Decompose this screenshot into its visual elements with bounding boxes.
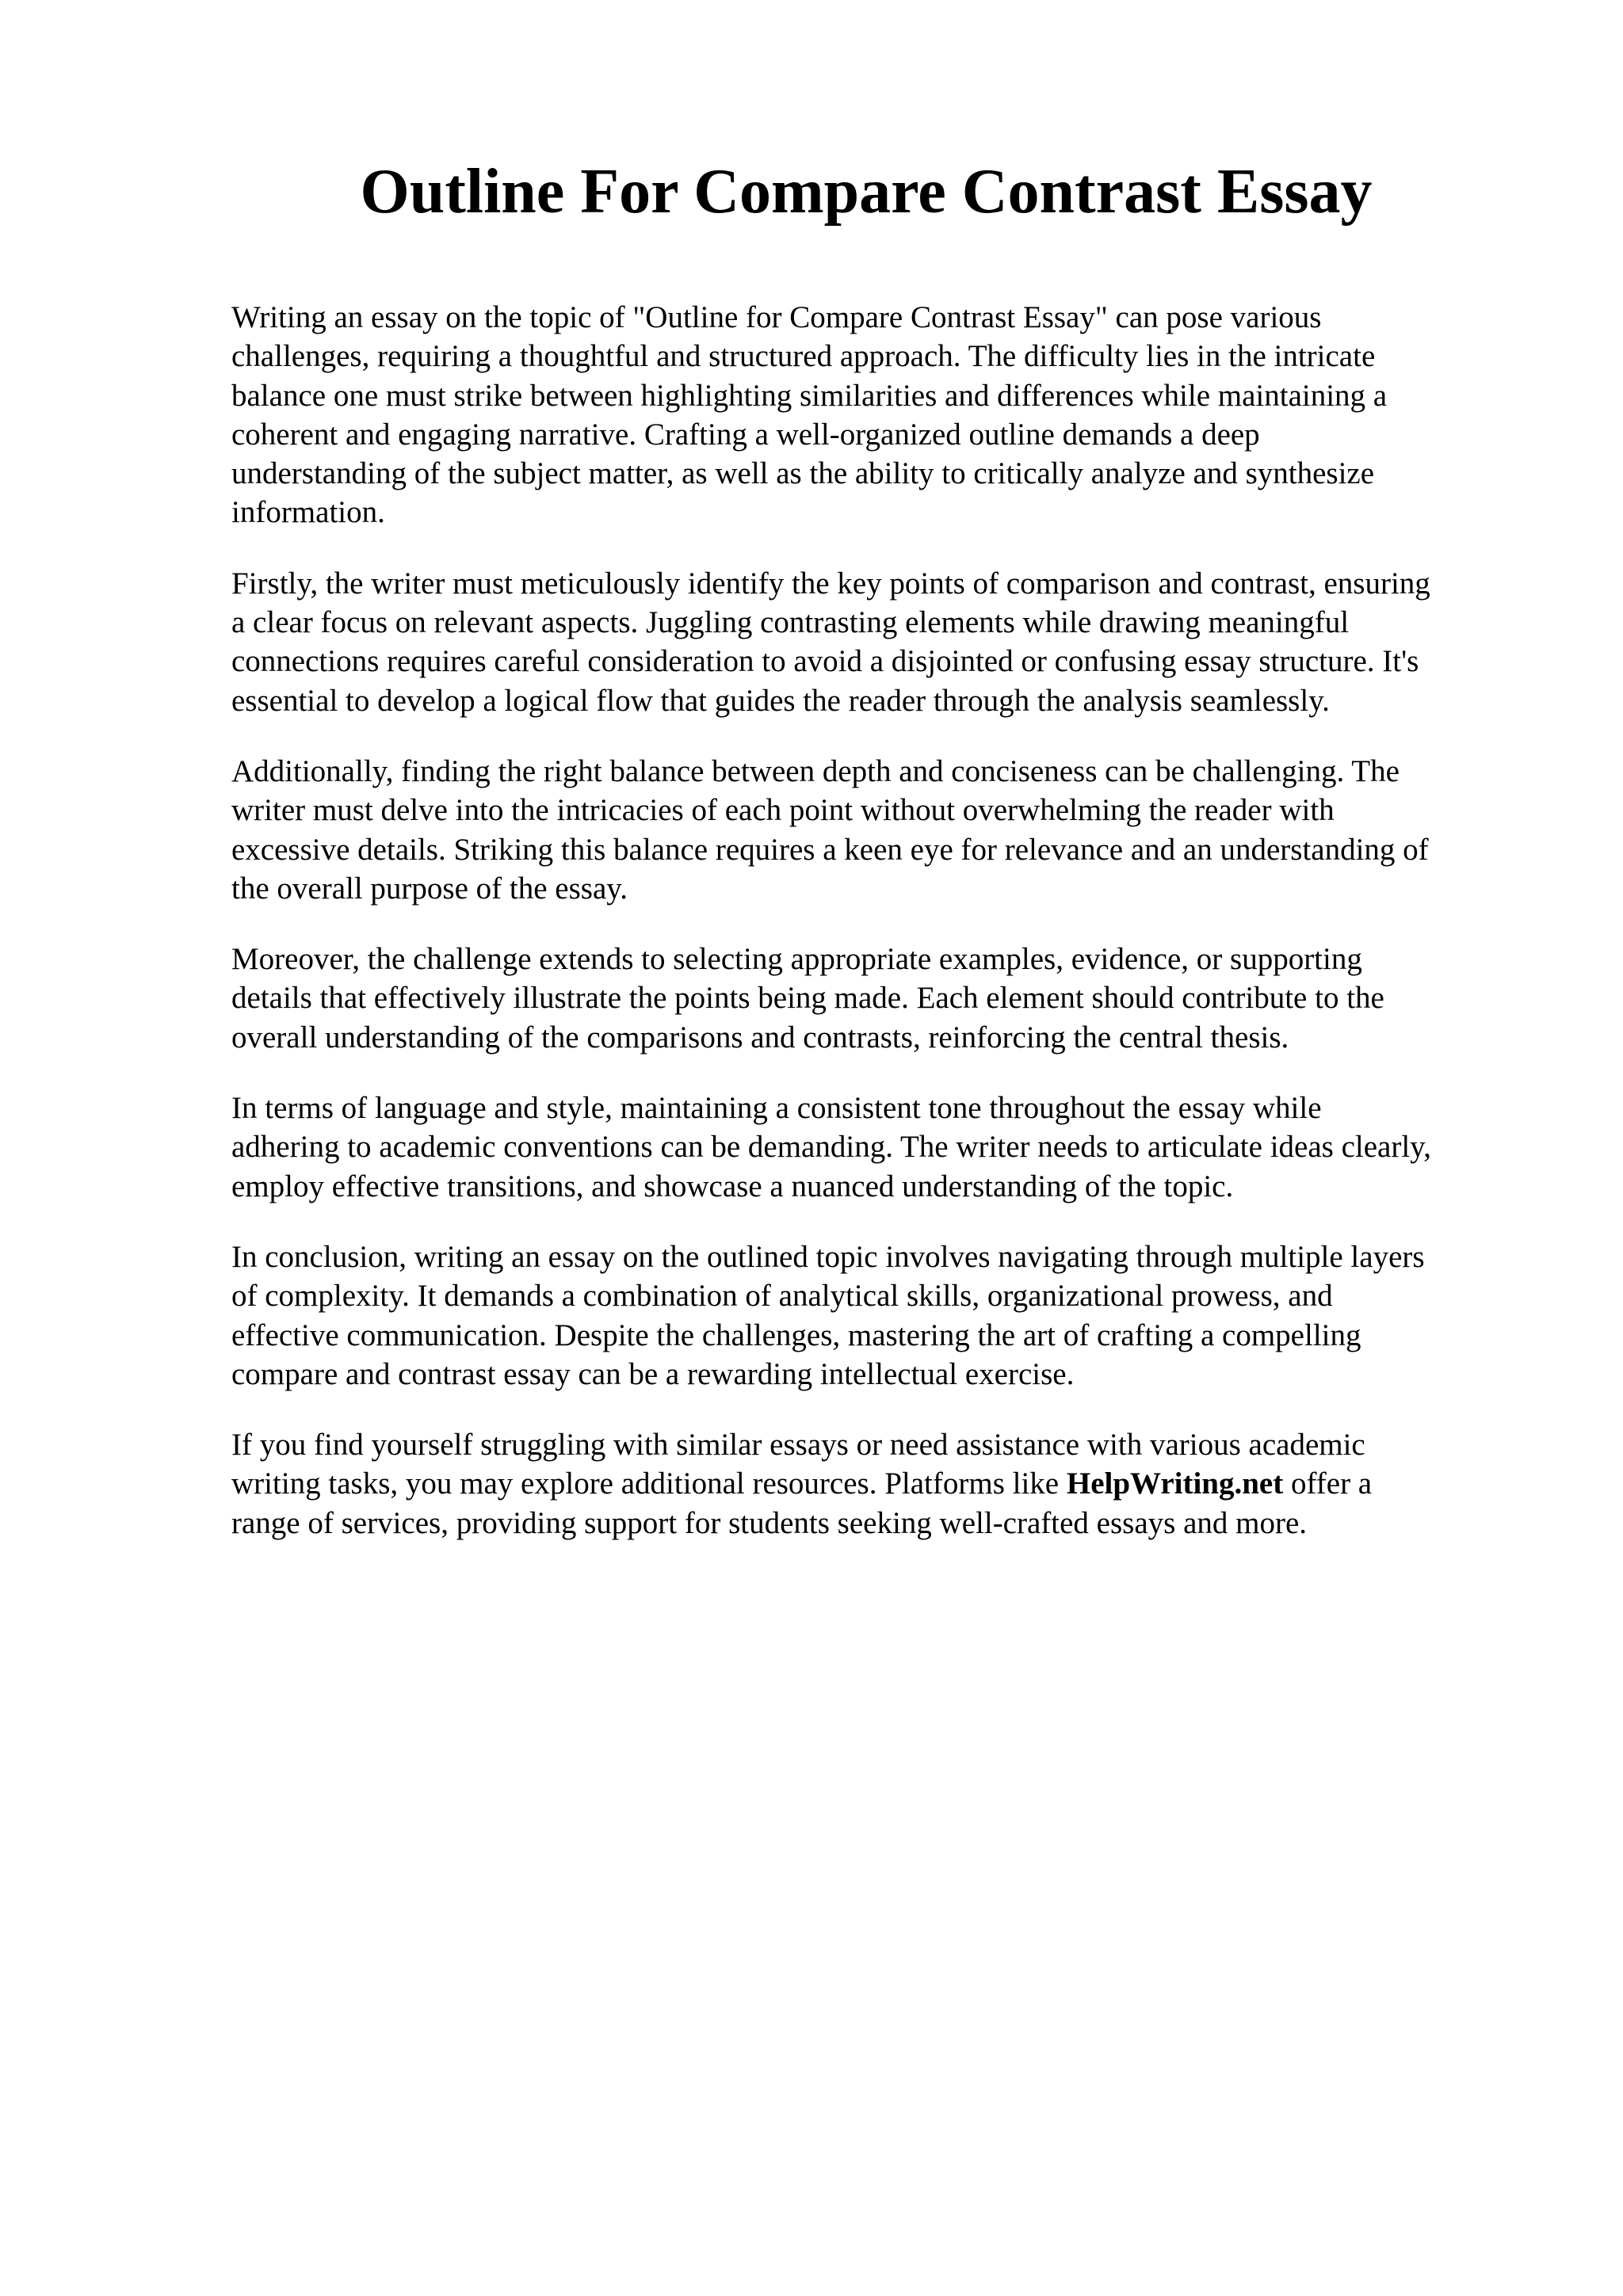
text-line: Firstly, the writer must meticulously identify the key points of comparison and contrast, ensuring <box>231 566 1430 601</box>
text-line: understanding of the subject matter, as well as the ability to critically analyze and synthesize <box>231 456 1375 491</box>
paragraph-moreover <box>231 940 1531 1057</box>
text-line: range of services, providing support for students seeking well-crafted essays and more. <box>231 1505 1308 1540</box>
text-line: adhering to academic conventions can be demanding. The writer needs to articulate ideas clearly, <box>231 1130 1431 1165</box>
text-line: compare and contrast essay can be a rewarding intellectual exercise. <box>231 1356 1075 1391</box>
paragraph-conclusion <box>231 1238 1531 1394</box>
paragraph-additionally <box>231 752 1531 908</box>
paragraph-language-style <box>231 1089 1531 1206</box>
text-line: details that effectively illustrate the points being made. Each element should contribute to the <box>231 981 1384 1016</box>
text-line: Writing an essay on the topic of "Outline for Compare Contrast Essay" can pose various <box>231 300 1322 334</box>
document-title: Outline For Compare Contrast Essay <box>360 157 1373 227</box>
text-line <box>231 1464 1531 1503</box>
text-line: If you find yourself struggling with similar essays or need assistance with various academic <box>231 1428 1365 1463</box>
text-line: writer must delve into the intricacies of each point without overwhelming the reader with <box>231 793 1335 828</box>
text-line: employ effective transitions, and showcase a nuanced understanding of the topic. <box>231 1169 1234 1203</box>
text-line: balance one must strike between highlighting similarities and differences while maintaining a <box>231 378 1388 413</box>
text-line: information. <box>231 495 385 530</box>
text-line: connections requires careful consideration to avoid a disjointed or confusing essay structure. It's <box>231 644 1419 679</box>
text-line: coherent and engaging narrative. Crafting a well-organized outline demands a deep <box>231 417 1260 452</box>
paragraph-closing <box>231 1425 1531 1543</box>
text-line: of complexity. It demands a combination of analytical skills, organizational prowess, and <box>231 1279 1333 1314</box>
paragraph-firstly <box>231 564 1531 720</box>
text-line: Moreover, the challenge extends to selecting appropriate examples, evidence, or supporting <box>231 942 1362 977</box>
helpwriting-brand-name: HelpWriting.net <box>1066 1466 1284 1501</box>
document-body <box>231 298 1531 1574</box>
text-line: essential to develop a logical flow that guides the reader through the analysis seamlessly. <box>231 683 1330 718</box>
text-line: excessive details. Striking this balance requires a keen eye for relevance and an understanding of <box>231 832 1429 867</box>
text-line: overall understanding of the comparisons and contrasts, reinforcing the central thesis. <box>231 1020 1289 1055</box>
paragraph-intro <box>231 298 1531 532</box>
text-line: In conclusion, writing an essay on the outlined topic involves navigating through multiple layers <box>231 1239 1425 1274</box>
text-line: challenges, requiring a thoughtful and structured approach. The difficulty lies in the intricate <box>231 339 1376 374</box>
text-line: In terms of language and style, maintaining a consistent tone throughout the essay while <box>231 1091 1322 1126</box>
text-fragment: writing tasks, you may explore additional resources. Platforms like <box>231 1466 1067 1501</box>
text-line: Additionally, finding the right balance between depth and conciseness can be challenging. The <box>231 753 1400 788</box>
text-line: the overall purpose of the essay. <box>231 871 628 906</box>
text-line: effective communication. Despite the challenges, mastering the art of crafting a compelling <box>231 1318 1361 1352</box>
text-fragment: offer a <box>1283 1466 1373 1501</box>
text-line: a clear focus on relevant aspects. Juggling contrasting elements while drawing meaningful <box>231 605 1350 640</box>
